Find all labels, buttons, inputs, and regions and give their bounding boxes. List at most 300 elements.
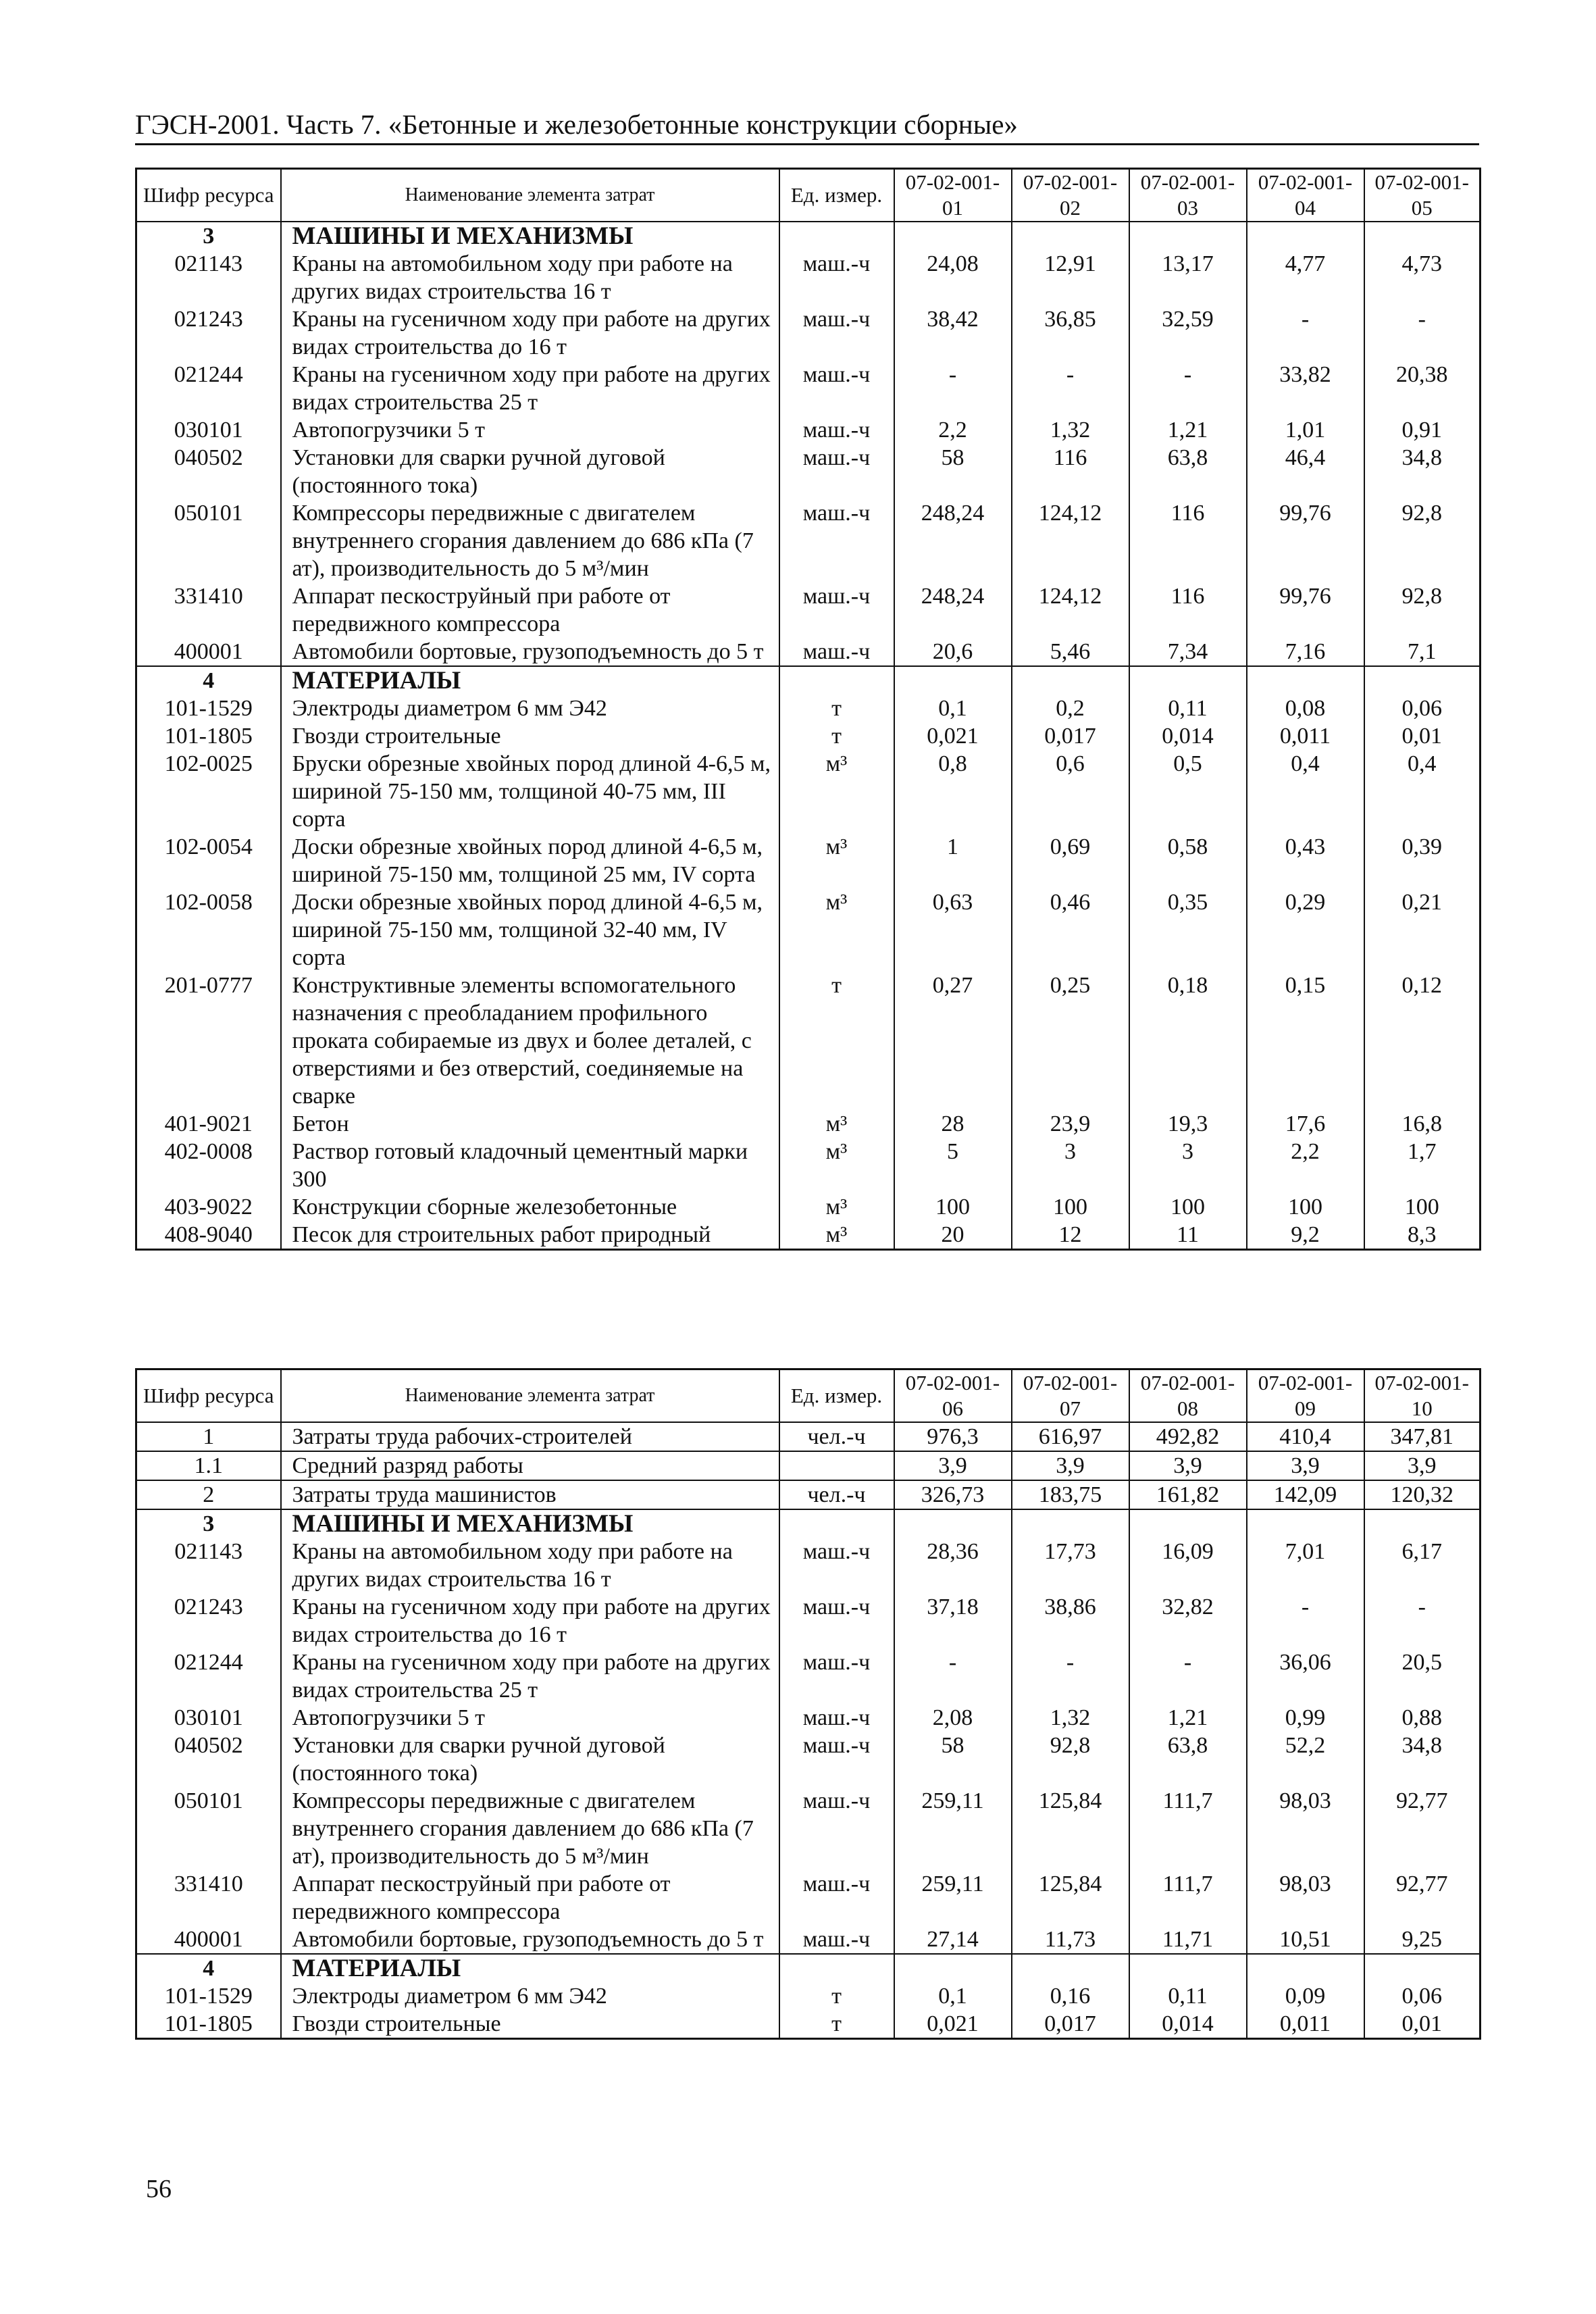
table-row (136, 499, 1481, 582)
value-cell: 38,42 (894, 305, 1012, 361)
value-cell: 100 (1247, 1193, 1364, 1221)
table-row (136, 582, 1481, 638)
value-cell (1012, 666, 1129, 695)
table-row (136, 1193, 1481, 1221)
value-cell: 1,32 (1012, 1704, 1129, 1732)
resource-name-cell: Раствор готовый кладочный цементный марки 300 (281, 1138, 779, 1193)
value-cell: 99,76 (1247, 499, 1364, 582)
resource-name-cell: Компрессоры передвижные с двигателем внутреннего сгорания давлением до 686 кПа (7 ат), производительность до 5 м³/мин (281, 1787, 779, 1870)
table-row (136, 1422, 1481, 1451)
value-cell: 24,08 (894, 250, 1012, 305)
col-header-norm: 07-02-001-09 (1247, 1369, 1364, 1423)
value-cell: 34,8 (1364, 1732, 1481, 1787)
value-cell: 92,77 (1364, 1870, 1481, 1926)
resource-name-cell: Установки для сварки ручной дуговой (постоянного тока) (281, 444, 779, 499)
resource-name-cell: Установки для сварки ручной дуговой (постоянного тока) (281, 1732, 779, 1787)
value-cell: 17,6 (1247, 1110, 1364, 1138)
value-cell: 111,7 (1129, 1870, 1247, 1926)
resource-name-cell: Аппарат пескоструйный при работе от передвижного компрессора (281, 1870, 779, 1926)
value-cell: 0,25 (1012, 972, 1129, 1110)
value-cell: 0,35 (1129, 888, 1247, 972)
value-cell: 4,73 (1364, 250, 1481, 305)
value-cell: 0,01 (1364, 722, 1481, 750)
unit-cell: чел.-ч (779, 1480, 894, 1509)
value-cell: 33,82 (1247, 361, 1364, 416)
table-row (136, 1138, 1481, 1193)
value-cell: 0,91 (1364, 416, 1481, 444)
unit-cell (779, 666, 894, 695)
resource-code-cell: 101-1805 (136, 2010, 281, 2039)
value-cell: - (1129, 361, 1247, 416)
value-cell: 5 (894, 1138, 1012, 1193)
value-cell: 326,73 (894, 1480, 1012, 1509)
resource-code-cell: 1 (136, 1422, 281, 1451)
value-cell: 248,24 (894, 499, 1012, 582)
value-cell: 100 (1129, 1193, 1247, 1221)
col-header-name: Наименование элемента затрат (281, 169, 779, 222)
table-row (136, 638, 1481, 666)
table-row (136, 722, 1481, 750)
unit-cell: чел.-ч (779, 1422, 894, 1451)
resource-code-cell: 3 (136, 1509, 281, 1538)
unit-cell: маш.-ч (779, 1649, 894, 1704)
col-header-norm: 07-02-001-07 (1012, 1369, 1129, 1423)
value-cell: 3,9 (1129, 1451, 1247, 1480)
value-cell: 11 (1129, 1221, 1247, 1250)
unit-cell (779, 1509, 894, 1538)
resource-name-cell: Краны на гусеничном ходу при работе на других видах строительства до 16 т (281, 1593, 779, 1649)
value-cell: 1,7 (1364, 1138, 1481, 1193)
value-cell: 616,97 (1012, 1422, 1129, 1451)
value-cell: 0,11 (1129, 695, 1247, 722)
value-cell: 1,01 (1247, 416, 1364, 444)
unit-cell: м³ (779, 1221, 894, 1250)
value-cell: 3,9 (1364, 1451, 1481, 1480)
value-cell: 2,2 (894, 416, 1012, 444)
unit-cell: т (779, 695, 894, 722)
table-row (136, 1538, 1481, 1593)
value-cell: - (1364, 305, 1481, 361)
unit-cell: маш.-ч (779, 250, 894, 305)
table-row (136, 750, 1481, 833)
value-cell: 12 (1012, 1221, 1129, 1250)
unit-cell: т (779, 2010, 894, 2039)
resource-name-cell: Затраты труда машинистов (281, 1480, 779, 1509)
value-cell: 92,8 (1012, 1732, 1129, 1787)
value-cell (894, 1954, 1012, 1982)
resource-code-cell: 102-0025 (136, 750, 281, 833)
value-cell: 32,59 (1129, 305, 1247, 361)
col-header-norm: 07-02-001-05 (1364, 169, 1481, 222)
unit-cell: маш.-ч (779, 416, 894, 444)
resource-code-cell: 403-9022 (136, 1193, 281, 1221)
value-cell (894, 1509, 1012, 1538)
value-cell: 20,6 (894, 638, 1012, 666)
resource-code-cell: 102-0058 (136, 888, 281, 972)
value-cell (1247, 666, 1364, 695)
col-header-norm: 07-02-001-10 (1364, 1369, 1481, 1423)
resource-code-cell: 021243 (136, 1593, 281, 1649)
table-row (136, 1480, 1481, 1509)
unit-cell: м³ (779, 1138, 894, 1193)
resource-name-cell: МАТЕРИАЛЫ (281, 1954, 779, 1982)
table-row (136, 250, 1481, 305)
value-cell: 23,9 (1012, 1110, 1129, 1138)
unit-cell: маш.-ч (779, 499, 894, 582)
value-cell: 347,81 (1364, 1422, 1481, 1451)
value-cell: 0,1 (894, 1982, 1012, 2010)
value-cell: 0,011 (1247, 722, 1364, 750)
col-header-code: Шифр ресурса (136, 1369, 281, 1423)
value-cell: 120,32 (1364, 1480, 1481, 1509)
value-cell (1364, 222, 1481, 250)
resource-table-2 (135, 1368, 1481, 2040)
table-row (136, 361, 1481, 416)
value-cell: 100 (1012, 1193, 1129, 1221)
value-cell: 0,08 (1247, 695, 1364, 722)
unit-cell: маш.-ч (779, 582, 894, 638)
document-title: ГЭСН-2001. Часть 7. «Бетонные и железобетонные конструкции сборные» (135, 109, 1018, 140)
value-cell: 27,14 (894, 1926, 1012, 1954)
unit-cell: маш.-ч (779, 1732, 894, 1787)
col-header-norm: 07-02-001-01 (894, 169, 1012, 222)
table-row (136, 1110, 1481, 1138)
value-cell: 0,6 (1012, 750, 1129, 833)
value-cell: 0,4 (1247, 750, 1364, 833)
value-cell: 6,17 (1364, 1538, 1481, 1593)
value-cell: 63,8 (1129, 1732, 1247, 1787)
resource-code-cell: 101-1529 (136, 695, 281, 722)
value-cell: 0,017 (1012, 2010, 1129, 2039)
page-number: 56 (146, 2175, 172, 2203)
value-cell: 116 (1129, 582, 1247, 638)
table-row (136, 305, 1481, 361)
value-cell (1129, 222, 1247, 250)
resource-name-cell: Аппарат пескоструйный при работе от передвижного компрессора (281, 582, 779, 638)
value-cell: 58 (894, 1732, 1012, 1787)
section-row (136, 1509, 1481, 1538)
value-cell: 1 (894, 833, 1012, 888)
table-row (136, 1787, 1481, 1870)
resource-name-cell: Доски обрезные хвойных пород длиной 4-6,5 м, шириной 75-150 мм, толщиной 25 мм, IV сорта (281, 833, 779, 888)
value-cell (1012, 1509, 1129, 1538)
unit-cell: м³ (779, 1110, 894, 1138)
value-cell: 4,77 (1247, 250, 1364, 305)
value-cell (894, 222, 1012, 250)
value-cell: 100 (1364, 1193, 1481, 1221)
table-row (136, 1732, 1481, 1787)
value-cell: 3,9 (894, 1451, 1012, 1480)
unit-cell (779, 1451, 894, 1480)
value-cell: 116 (1012, 444, 1129, 499)
value-cell: 0,39 (1364, 833, 1481, 888)
value-cell: 0,16 (1012, 1982, 1129, 2010)
value-cell: - (1129, 1649, 1247, 1704)
table-row (136, 1221, 1481, 1250)
unit-cell: маш.-ч (779, 361, 894, 416)
resource-name-cell: Конструктивные элементы вспомогательного назначения с преобладанием профильного проката собираемые из двух и более деталей, с отверстиями и без отверстий, соединяемые на сварке (281, 972, 779, 1110)
table-row (136, 1451, 1481, 1480)
col-header-code: Шифр ресурса (136, 169, 281, 222)
resource-code-cell: 021243 (136, 305, 281, 361)
value-cell: 34,8 (1364, 444, 1481, 499)
resource-name-cell: Краны на автомобильном ходу при работе на других видах строительства 16 т (281, 1538, 779, 1593)
value-cell: 0,27 (894, 972, 1012, 1110)
unit-cell: маш.-ч (779, 1538, 894, 1593)
value-cell: 63,8 (1129, 444, 1247, 499)
table-row (136, 2010, 1481, 2039)
col-header-norm: 07-02-001-06 (894, 1369, 1012, 1423)
value-cell: 38,86 (1012, 1593, 1129, 1649)
table-row (136, 444, 1481, 499)
value-cell: 259,11 (894, 1787, 1012, 1870)
table-row (136, 1926, 1481, 1954)
table-header-row (136, 1369, 1481, 1423)
resource-code-cell: 331410 (136, 1870, 281, 1926)
value-cell: 2,2 (1247, 1138, 1364, 1193)
unit-cell: м³ (779, 833, 894, 888)
value-cell: 16,09 (1129, 1538, 1247, 1593)
value-cell: - (1012, 361, 1129, 416)
value-cell: 92,77 (1364, 1787, 1481, 1870)
value-cell: 7,34 (1129, 638, 1247, 666)
col-header-name: Наименование элемента затрат (281, 1369, 779, 1423)
value-cell (1247, 1954, 1364, 1982)
value-cell: 0,014 (1129, 2010, 1247, 2039)
value-cell: 125,84 (1012, 1787, 1129, 1870)
resource-table-1 (135, 168, 1481, 1251)
resource-name-cell: МАТЕРИАЛЫ (281, 666, 779, 695)
value-cell: 17,73 (1012, 1538, 1129, 1593)
value-cell: 28,36 (894, 1538, 1012, 1593)
value-cell: 0,69 (1012, 833, 1129, 888)
value-cell: 92,8 (1364, 499, 1481, 582)
value-cell: 52,2 (1247, 1732, 1364, 1787)
value-cell (1012, 222, 1129, 250)
resource-code-cell: 201-0777 (136, 972, 281, 1110)
value-cell: 46,4 (1247, 444, 1364, 499)
col-header-norm: 07-02-001-08 (1129, 1369, 1247, 1423)
value-cell: 7,01 (1247, 1538, 1364, 1593)
unit-cell: м³ (779, 1193, 894, 1221)
resource-code-cell: 030101 (136, 416, 281, 444)
value-cell: 976,3 (894, 1422, 1012, 1451)
value-cell: 116 (1129, 499, 1247, 582)
value-cell: 124,12 (1012, 582, 1129, 638)
table-row (136, 1870, 1481, 1926)
value-cell: 13,17 (1129, 250, 1247, 305)
value-cell: 28 (894, 1110, 1012, 1138)
table-row (136, 1704, 1481, 1732)
value-cell: - (1012, 1649, 1129, 1704)
resource-name-cell: Автомобили бортовые, грузоподъемность до 5 т (281, 1926, 779, 1954)
value-cell (1129, 1509, 1247, 1538)
value-cell: 0,12 (1364, 972, 1481, 1110)
value-cell: 2,08 (894, 1704, 1012, 1732)
value-cell: 37,18 (894, 1593, 1012, 1649)
value-cell: 12,91 (1012, 250, 1129, 305)
table-row (136, 1982, 1481, 2010)
col-header-norm: 07-02-001-02 (1012, 169, 1129, 222)
value-cell: 11,73 (1012, 1926, 1129, 1954)
value-cell: 100 (894, 1193, 1012, 1221)
resource-name-cell: Краны на гусеничном ходу при работе на других видах строительства 25 т (281, 361, 779, 416)
resource-code-cell: 408-9040 (136, 1221, 281, 1250)
resource-name-cell: Компрессоры передвижные с двигателем внутреннего сгорания давлением до 686 кПа (7 ат), производительность до 5 м³/мин (281, 499, 779, 582)
value-cell (1129, 1954, 1247, 1982)
resource-name-cell: МАШИНЫ И МЕХАНИЗМЫ (281, 1509, 779, 1538)
value-cell: 36,85 (1012, 305, 1129, 361)
value-cell: 0,017 (1012, 722, 1129, 750)
resource-name-cell: Доски обрезные хвойных пород длиной 4-6,5 м, шириной 75-150 мм, толщиной 32-40 мм, IV сорта (281, 888, 779, 972)
section-row (136, 1954, 1481, 1982)
value-cell: 142,09 (1247, 1480, 1364, 1509)
resource-code-cell: 040502 (136, 444, 281, 499)
value-cell: 3,9 (1012, 1451, 1129, 1480)
value-cell: 0,01 (1364, 2010, 1481, 2039)
resource-name-cell: Песок для строительных работ природный (281, 1221, 779, 1250)
unit-cell: м³ (779, 888, 894, 972)
value-cell: 98,03 (1247, 1870, 1364, 1926)
value-cell: 0,43 (1247, 833, 1364, 888)
value-cell: 0,21 (1364, 888, 1481, 972)
value-cell: - (1364, 1593, 1481, 1649)
unit-cell: м³ (779, 750, 894, 833)
value-cell: 0,46 (1012, 888, 1129, 972)
unit-cell: маш.-ч (779, 1926, 894, 1954)
value-cell: - (894, 361, 1012, 416)
value-cell: 1,32 (1012, 416, 1129, 444)
resource-name-cell: Бруски обрезные хвойных пород длиной 4-6,5 м, шириной 75-150 мм, толщиной 40-75 мм, III сорта (281, 750, 779, 833)
value-cell: 0,11 (1129, 1982, 1247, 2010)
resource-code-cell: 021244 (136, 1649, 281, 1704)
resource-name-cell: Краны на гусеничном ходу при работе на других видах строительства 25 т (281, 1649, 779, 1704)
value-cell: 0,06 (1364, 695, 1481, 722)
value-cell: 20,38 (1364, 361, 1481, 416)
value-cell: 8,3 (1364, 1221, 1481, 1250)
resource-name-cell: Средний разряд работы (281, 1451, 779, 1480)
value-cell: 410,4 (1247, 1422, 1364, 1451)
resource-name-cell: МАШИНЫ И МЕХАНИЗМЫ (281, 222, 779, 250)
value-cell: 11,71 (1129, 1926, 1247, 1954)
value-cell: 9,25 (1364, 1926, 1481, 1954)
value-cell: 10,51 (1247, 1926, 1364, 1954)
value-cell: 0,09 (1247, 1982, 1364, 2010)
unit-cell (779, 1954, 894, 1982)
table-row (136, 888, 1481, 972)
page-header (135, 108, 1479, 145)
table-row (136, 972, 1481, 1110)
value-cell: 3 (1012, 1138, 1129, 1193)
resource-code-cell: 4 (136, 666, 281, 695)
resource-name-cell: Автопогрузчики 5 т (281, 416, 779, 444)
value-cell: 0,021 (894, 722, 1012, 750)
resource-name-cell: Электроды диаметром 6 мм Э42 (281, 1982, 779, 2010)
table-header-row (136, 169, 1481, 222)
value-cell (1247, 1509, 1364, 1538)
value-cell: 99,76 (1247, 582, 1364, 638)
resource-name-cell: Краны на гусеничном ходу при работе на других видах строительства до 16 т (281, 305, 779, 361)
value-cell: 92,8 (1364, 582, 1481, 638)
value-cell: 0,014 (1129, 722, 1247, 750)
value-cell: 0,5 (1129, 750, 1247, 833)
value-cell: 20 (894, 1221, 1012, 1250)
unit-cell: т (779, 1982, 894, 2010)
value-cell: 7,16 (1247, 638, 1364, 666)
value-cell: 111,7 (1129, 1787, 1247, 1870)
unit-cell: маш.-ч (779, 1593, 894, 1649)
table-row (136, 1593, 1481, 1649)
value-cell: 16,8 (1364, 1110, 1481, 1138)
value-cell (1364, 666, 1481, 695)
value-cell: 259,11 (894, 1870, 1012, 1926)
value-cell (1129, 666, 1247, 695)
resource-name-cell: Бетон (281, 1110, 779, 1138)
resource-code-cell: 400001 (136, 1926, 281, 1954)
unit-cell: маш.-ч (779, 444, 894, 499)
table-row (136, 416, 1481, 444)
value-cell: 9,2 (1247, 1221, 1364, 1250)
resource-code-cell: 021143 (136, 250, 281, 305)
col-header-norm: 07-02-001-03 (1129, 169, 1247, 222)
value-cell: 0,15 (1247, 972, 1364, 1110)
resource-code-cell: 021143 (136, 1538, 281, 1593)
value-cell: - (894, 1649, 1012, 1704)
value-cell: 36,06 (1247, 1649, 1364, 1704)
resource-code-cell: 331410 (136, 582, 281, 638)
value-cell (1364, 1509, 1481, 1538)
section-row (136, 222, 1481, 250)
value-cell (1012, 1954, 1129, 1982)
value-cell: 3,9 (1247, 1451, 1364, 1480)
value-cell: 0,011 (1247, 2010, 1364, 2039)
value-cell: 58 (894, 444, 1012, 499)
resource-code-cell: 3 (136, 222, 281, 250)
value-cell: 0,88 (1364, 1704, 1481, 1732)
resource-code-cell: 050101 (136, 1787, 281, 1870)
value-cell: 0,58 (1129, 833, 1247, 888)
resource-code-cell: 102-0054 (136, 833, 281, 888)
value-cell: 492,82 (1129, 1422, 1247, 1451)
resource-code-cell: 1.1 (136, 1451, 281, 1480)
value-cell: 0,8 (894, 750, 1012, 833)
value-cell (894, 666, 1012, 695)
col-header-unit: Ед. измер. (779, 1369, 894, 1423)
value-cell: 0,18 (1129, 972, 1247, 1110)
resource-name-cell: Гвозди строительные (281, 722, 779, 750)
value-cell: 98,03 (1247, 1787, 1364, 1870)
value-cell: 0,99 (1247, 1704, 1364, 1732)
value-cell: 5,46 (1012, 638, 1129, 666)
resource-code-cell: 400001 (136, 638, 281, 666)
resource-code-cell: 402-0008 (136, 1138, 281, 1193)
resource-code-cell: 401-9021 (136, 1110, 281, 1138)
table-row (136, 695, 1481, 722)
value-cell: 32,82 (1129, 1593, 1247, 1649)
unit-cell: маш.-ч (779, 1787, 894, 1870)
resource-name-cell: Электроды диаметром 6 мм Э42 (281, 695, 779, 722)
value-cell: 0,06 (1364, 1982, 1481, 2010)
resource-name-cell: Гвозди строительные (281, 2010, 779, 2039)
resource-code-cell: 050101 (136, 499, 281, 582)
resource-code-cell: 4 (136, 1954, 281, 1982)
resource-code-cell: 101-1529 (136, 1982, 281, 2010)
value-cell: 20,5 (1364, 1649, 1481, 1704)
resource-code-cell: 2 (136, 1480, 281, 1509)
resource-name-cell: Конструкции сборные железобетонные (281, 1193, 779, 1221)
value-cell (1247, 222, 1364, 250)
unit-cell: маш.-ч (779, 1704, 894, 1732)
